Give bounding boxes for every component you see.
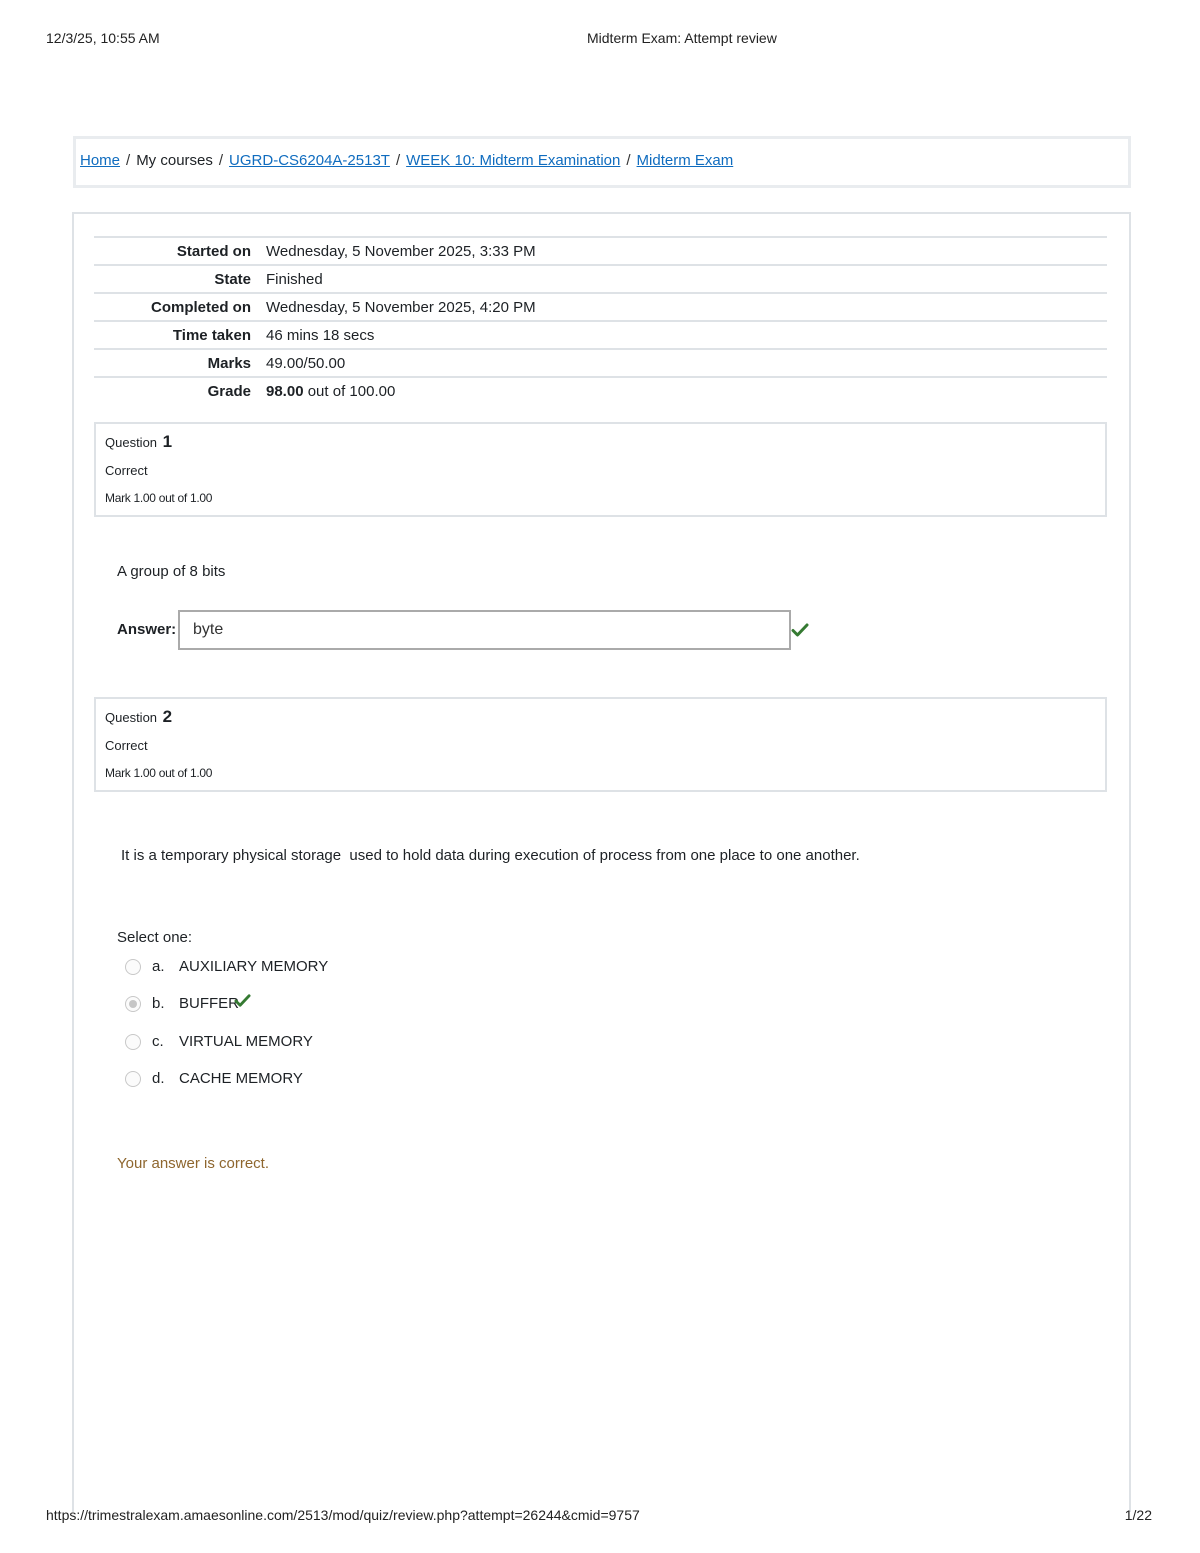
question-state: Correct [105,463,148,478]
print-url: https://trimestralexam.amaesonline.com/2513/mod/quiz/review.php?attempt=26244&cmid=9757 [46,1507,640,1523]
breadcrumb-home-link[interactable]: Home [80,152,121,169]
summary-value: 49.00/50.00 [266,355,346,372]
print-page-number: 1/22 [1124,1507,1152,1523]
summary-label: Started on [176,243,251,260]
option-text: VIRTUAL MEMORY [179,1033,313,1050]
option-letter: d. [152,1070,165,1087]
question-mark: Mark 1.00 out of 1.00 [105,766,213,780]
select-one-label: Select one: [117,929,193,946]
summary-label: Marks [207,355,251,372]
question-prefix: Question [105,710,158,725]
summary-row-grade [94,376,1107,406]
breadcrumb-course-link[interactable]: UGRD-CS6204A-2513T [229,152,390,169]
option-letter: b. [152,995,165,1012]
answer-option-a[interactable] [125,956,425,980]
summary-row-started [94,236,1107,264]
question-info-box [94,697,1107,792]
radio-button[interactable] [125,959,141,975]
summary-label: State [214,271,251,288]
radio-button-selected[interactable] [125,996,141,1012]
print-page-title: Midterm Exam: Attempt review [587,30,777,46]
attempt-summary-table [94,236,1107,406]
radio-button[interactable] [125,1071,141,1087]
summary-value: Wednesday, 5 November 2025, 3:33 PM [266,243,536,260]
breadcrumb-activity-link[interactable]: Midterm Exam [636,152,734,169]
grade-score: 98.00 [266,383,304,400]
print-header [0,30,1200,50]
question-number [105,707,172,727]
summary-label: Grade [207,383,251,400]
summary-value: 46 mins 18 secs [266,327,375,344]
summary-value: Finished [266,271,323,288]
question-number-value: 2 [162,707,173,726]
answer-label: Answer: [117,621,177,638]
option-letter: c. [152,1033,164,1050]
breadcrumb [80,152,733,169]
breadcrumb-separator: / [626,152,631,169]
question-text: It is a temporary physical storage used to hold data during execution of process from one place to one another. [121,847,860,864]
question-text: A group of 8 bits [117,563,226,580]
breadcrumb-separator: / [218,152,224,169]
check-icon [791,621,809,639]
summary-row-state [94,264,1107,292]
summary-grade-value [266,383,395,400]
breadcrumb-section-link[interactable]: WEEK 10: Midterm Examination [406,152,621,169]
summary-label: Completed on [151,299,251,316]
answer-option-c[interactable] [125,1031,425,1055]
breadcrumb-my-courses: My courses [136,152,213,169]
option-letter: a. [152,958,165,975]
check-icon [234,992,251,1009]
answer-option-d[interactable] [125,1068,425,1092]
summary-label: Time taken [172,327,251,344]
answer-feedback: Your answer is correct. [117,1155,270,1172]
print-footer [0,1507,1200,1527]
question-number-value: 1 [162,432,173,451]
question-state: Correct [105,738,148,753]
option-text: CACHE MEMORY [179,1070,303,1087]
question-mark: Mark 1.00 out of 1.00 [105,491,213,505]
breadcrumb-separator: / [126,152,131,169]
answer-option-b[interactable] [125,993,425,1017]
grade-out-of: out of 100.00 [307,383,396,400]
summary-row-marks [94,348,1107,376]
breadcrumb-bar [73,136,1131,188]
option-text: AUXILIARY MEMORY [179,958,329,975]
summary-row-time-taken [94,320,1107,348]
print-datetime: 12/3/25, 10:55 AM [46,30,160,46]
radio-button[interactable] [125,1034,141,1050]
option-text: BUFFER [179,995,239,1012]
summary-row-completed [94,292,1107,320]
answer-input[interactable]: byte [178,610,791,650]
question-info-box [94,422,1107,517]
question-number [105,432,172,452]
summary-value: Wednesday, 5 November 2025, 4:20 PM [266,299,536,316]
breadcrumb-separator: / [395,152,401,169]
question-prefix: Question [105,435,158,450]
